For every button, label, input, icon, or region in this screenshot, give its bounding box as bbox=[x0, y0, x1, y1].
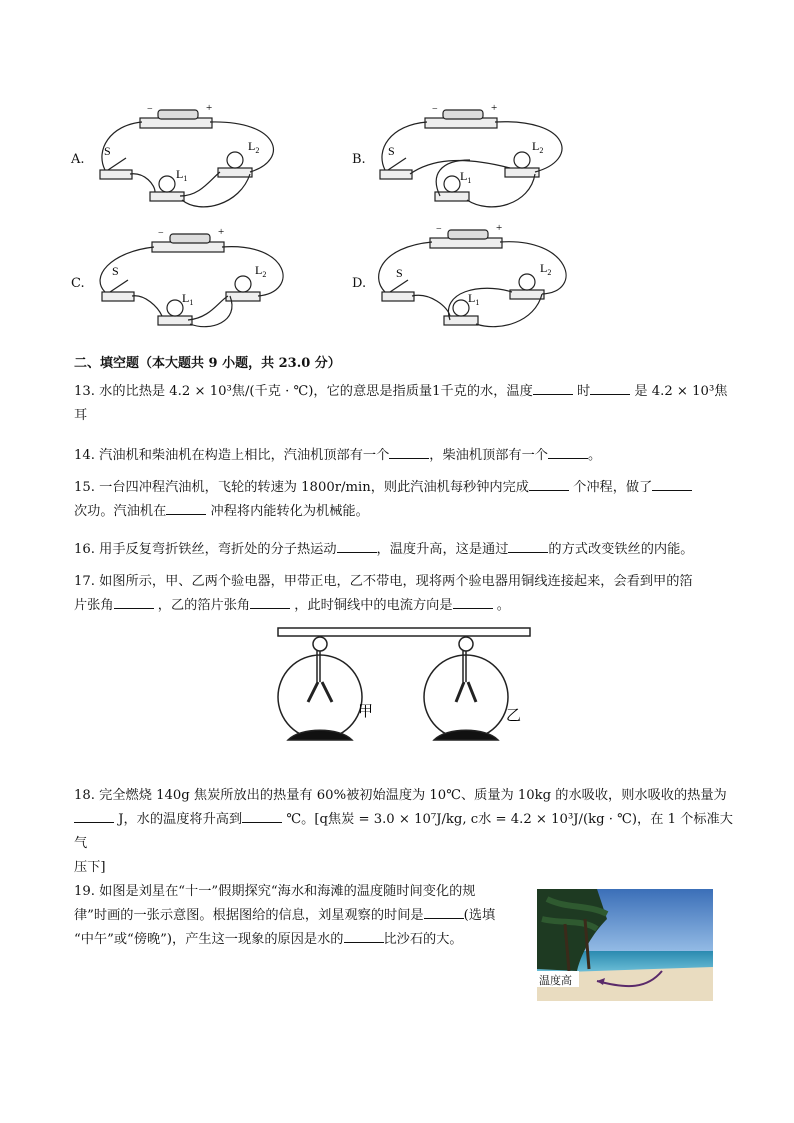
q17-text-b: 片张角 bbox=[74, 598, 114, 613]
q14-blank-1[interactable] bbox=[389, 444, 429, 459]
lamp2-label: $L_2$ bbox=[540, 261, 552, 277]
q13-text-d: 耳 bbox=[74, 408, 88, 423]
q16-blank-2[interactable] bbox=[508, 538, 548, 553]
lamp2-label: $L_2$ bbox=[532, 139, 544, 155]
q16-text-c: 的方式改变铁丝的内能。 bbox=[548, 542, 694, 557]
q18-text-d: 压下] bbox=[74, 860, 106, 875]
q17-text-e: 。 bbox=[496, 598, 510, 613]
q14-text-a: 14. 汽油机和柴油机在构造上相比，汽油机顶部有一个 bbox=[74, 448, 390, 463]
q19-text-d: “中午”或“傍晚”)，产生这一现象的原因是水的 bbox=[74, 932, 344, 947]
q15-text-c: 次功。汽油机在 bbox=[74, 504, 167, 519]
q13-text-b: 时 bbox=[576, 384, 591, 399]
photo-label: 温度高 bbox=[539, 975, 572, 987]
q14-blank-2[interactable] bbox=[548, 444, 588, 459]
switch-label: S bbox=[396, 266, 403, 280]
q18-blank-1[interactable] bbox=[74, 808, 114, 823]
electroscope-yi-label: 乙 bbox=[506, 708, 522, 724]
q15-text-a: 15. 一台四冲程汽油机，飞轮的转速为 1800r/min，则此汽油机每秒钟内完成 bbox=[74, 480, 529, 495]
option-a-label: A. bbox=[71, 152, 85, 167]
circuit-c-diagram bbox=[90, 222, 290, 337]
q17-blank-3[interactable] bbox=[453, 594, 493, 609]
beach-illustration bbox=[537, 889, 713, 1001]
q16-blank-1[interactable] bbox=[337, 538, 377, 553]
q19-blank-2[interactable] bbox=[344, 928, 384, 943]
q18-text-b: J，水的温度将升高到 bbox=[118, 812, 243, 827]
q19-text-a: 19. 如图是刘星在“十一”假期探究“海水和海滩的温度随时间变化的规 bbox=[74, 884, 476, 899]
lamp1-label: $L_1$ bbox=[176, 167, 188, 183]
lamp1-label: $L_1$ bbox=[468, 291, 480, 307]
electroscope-figure bbox=[270, 622, 540, 750]
q17-blank-1[interactable] bbox=[114, 594, 154, 609]
q13-blank-2[interactable] bbox=[590, 380, 630, 395]
option-d-label: D. bbox=[352, 276, 367, 291]
lamp2-label: $L_2$ bbox=[255, 263, 267, 279]
lamp1-label: $L_1$ bbox=[182, 291, 194, 307]
q14-text-b: ，柴油机顶部有一个 bbox=[429, 448, 548, 463]
q18-text-c: ℃。[q焦炭 = 3.0 × 10⁷J/kg, c水 = 4.2 × 10³J/(kg · ℃)，在 1 个标准大气 bbox=[74, 812, 733, 851]
circuit-d-diagram bbox=[370, 222, 580, 337]
circuit-a-diagram bbox=[90, 100, 290, 215]
lamp2-label: $L_2$ bbox=[248, 139, 260, 155]
circuit-b-diagram bbox=[370, 100, 580, 215]
q17-text-a: 17. 如图所示，甲、乙两个验电器，甲带正电，乙不带电，现将两个验电器用铜线连接起来，会看到甲的箔 bbox=[74, 574, 693, 589]
q13-text-c: 是 4.2 × 10³焦 bbox=[634, 384, 728, 399]
switch-label: S bbox=[112, 264, 119, 278]
question-18 bbox=[74, 784, 734, 880]
option-b-label: B. bbox=[352, 152, 366, 167]
question-19 bbox=[74, 880, 530, 952]
q15-text-b: 个冲程，做了 bbox=[573, 480, 653, 495]
switch-label: S bbox=[104, 144, 111, 158]
q13-blank-1[interactable] bbox=[533, 380, 573, 395]
plus-sign: + bbox=[206, 102, 213, 114]
q16-text-b: ，温度升高，这是通过 bbox=[376, 542, 509, 557]
option-c-label: C. bbox=[71, 276, 85, 291]
minus-sign: − bbox=[147, 104, 153, 115]
q14-text-c: 。 bbox=[587, 448, 602, 463]
q15-blank-1[interactable] bbox=[529, 476, 569, 491]
question-15 bbox=[74, 476, 734, 524]
minus-sign: − bbox=[158, 228, 164, 239]
q17-text-d: ，此时铜线中的电流方向是 bbox=[294, 598, 453, 613]
q19-text-b: 律”时画的一张示意图。根据图给的信息，刘星观察的时间是 bbox=[74, 908, 424, 923]
q18-blank-2[interactable] bbox=[242, 808, 282, 823]
plus-sign: + bbox=[496, 222, 503, 234]
minus-sign: − bbox=[436, 224, 442, 235]
q17-text-c: ，乙的箔片张角 bbox=[157, 598, 251, 613]
q15-blank-3[interactable] bbox=[166, 500, 206, 515]
q13-text-a: 13. 水的比热是 4.2 × 10³焦/(千克 · ℃)，它的意思是指质量1千克的水，温度 bbox=[74, 384, 533, 399]
electroscope-jia-label: 甲 bbox=[358, 704, 374, 720]
q15-text-d: 冲程将内能转化为机械能。 bbox=[210, 504, 369, 519]
q16-text-a: 16. 用手反复弯折铁丝，弯折处的分子热运动 bbox=[74, 542, 337, 557]
question-16 bbox=[74, 538, 734, 562]
switch-label: S bbox=[388, 144, 395, 158]
section-title: 二、填空题（本大题共 9 小题，共 23.0 分） bbox=[74, 356, 341, 371]
q15-blank-2[interactable] bbox=[652, 476, 692, 491]
plus-sign: + bbox=[218, 226, 225, 238]
beach-photo bbox=[537, 889, 713, 1001]
lamp1-label: $L_1$ bbox=[460, 169, 472, 185]
q19-text-c: (选填 bbox=[463, 908, 496, 923]
plus-sign: + bbox=[491, 102, 498, 114]
q19-text-e: 比沙石的大。 bbox=[383, 932, 463, 947]
question-17 bbox=[74, 570, 734, 618]
q17-blank-2[interactable] bbox=[250, 594, 290, 609]
question-14 bbox=[74, 444, 734, 468]
minus-sign: − bbox=[432, 104, 438, 115]
q18-text-a: 18. 完全燃烧 140g 焦炭所放出的热量有 60%被初始温度为 10℃、质量为 10kg 的水吸收，则水吸收的热量为 bbox=[74, 788, 727, 803]
q19-blank-1[interactable] bbox=[424, 904, 464, 919]
question-13 bbox=[74, 380, 734, 428]
